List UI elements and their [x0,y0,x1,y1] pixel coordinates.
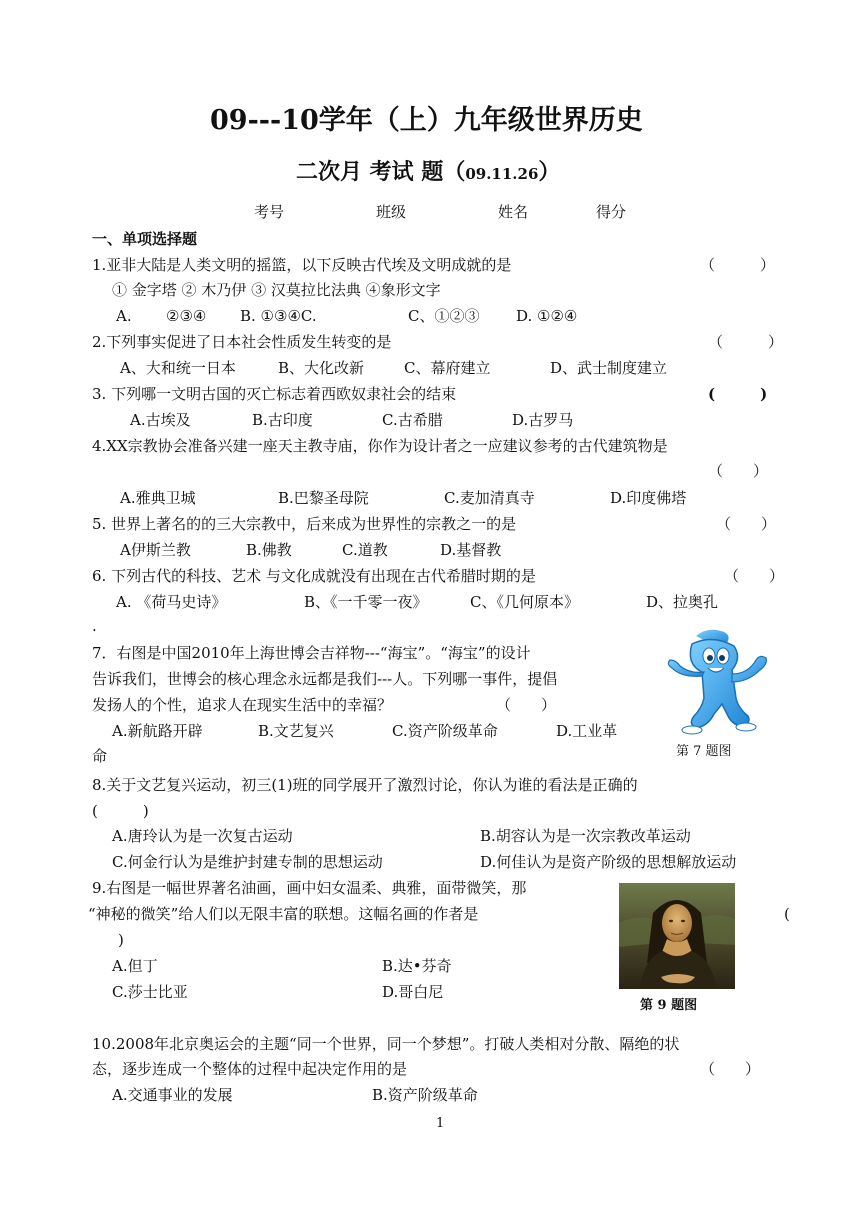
q4-stem: 4.XX宗教协会准备兴建一座天主教寺庙，你作为设计者之一应建议参考的古代建筑物是 [92,437,668,455]
q3-answer-paren: ( ) [708,385,768,403]
q4-answer-paren: （ ） [708,462,769,480]
q2-option: D、武士制度建立 [550,359,668,377]
q7-option-wrap: 命 [92,747,108,765]
haibao-mascot-image [652,624,780,738]
field-name: 姓名 [498,203,529,221]
q4-option: C.麦加清真寺 [444,489,535,507]
page-title: 09---10学年（上）九年级世界历史 [210,105,643,136]
q6-option: B、《一千零一夜》 [304,593,428,611]
section-heading: 一、单项选择题 [92,230,198,248]
q9-paren-close: ) [118,931,124,949]
subtitle-date: 09.11.26 [465,165,539,183]
q5-option: D.基督教 [440,541,502,559]
q7-stem-line: 发扬人的个性，追求人在现实生活中的幸福？ [92,696,393,714]
q1-option: ②③④ [166,307,207,325]
q3-option: A.古埃及 [130,411,191,429]
stray-dot: . [92,617,97,635]
q8-option: A.唐玲认为是一次复古运动 [112,827,293,845]
subtitle-end: ） [538,159,561,185]
q2-option: A、大和统一日本 [120,359,236,377]
q8-option: C.何金行认为是维护封建专制的思想运动 [112,853,383,871]
q5-option: C.道教 [342,541,388,559]
q10-stem-line: 10.2008年北京奥运会的主题“同一个世界，同一个梦想”。打破人类相对分散、隔绝的状 [92,1035,680,1053]
figure-9-caption: 第 9 题图 [640,998,698,1013]
q6-option: A. 《荷马史诗》 [116,593,227,611]
q5-option: A伊斯兰教 [120,541,191,559]
q1-option: B. ①③④C. [240,307,317,325]
q3-option: D.古罗马 [512,411,574,429]
q6-option: D、拉奥孔 [646,593,719,611]
q9-stem-line: 9.右图是一幅世界著名油画，画中妇女温柔、典雅，面带微笑，那 [92,879,527,897]
q6-option: C、《几何原本》 [470,593,579,611]
q8-answer-paren: ( ) [92,802,149,820]
q9-stem-line: “神秘的微笑”给人们以无限丰富的联想。这幅名画的作者是 [88,905,479,923]
figure-7-caption: 第 7 题图 [676,744,732,759]
q9-option: D.哥白尼 [382,983,444,1001]
q4-option: D.印度佛塔 [610,489,687,507]
q6-stem: 6. 下列古代的科技、艺术 与文化成就没有出现在古代希腊时期的是 [92,567,536,585]
exam-subtitle [296,158,560,188]
q2-option: C、幕府建立 [404,359,491,377]
q7-stem-line: 7．右图是中国2010年上海世博会吉祥物---“海宝”。“海宝”的设计 [92,644,531,662]
page-number: 1 [436,1116,445,1131]
q6-answer-paren: （ ） [724,567,785,585]
q7-option: A.新航路开辟 [112,722,203,740]
q3-option: C.古希腊 [382,411,443,429]
q1-option: A. [116,307,132,325]
q8-stem: 8.关于文艺复兴运动，初三(1)班的同学展开了激烈讨论，你认为谁的看法是正确的 [92,776,638,794]
q5-answer-paren: （ ） [716,515,777,533]
q1-answer-paren: （ ） [700,256,776,274]
q4-option: A.雅典卫城 [120,489,196,507]
q7-option: B.文艺复兴 [258,722,334,740]
q10-stem-line: 态，逐步连成一个整体的过程中起决定作用的是 [92,1060,408,1078]
q2-option: B、大化改新 [278,359,365,377]
q7-option: C.资产阶级革命 [392,722,498,740]
q10-option: B.资产阶级革命 [372,1086,478,1104]
subtitle-main: 二次月 考试 题（ [296,159,466,185]
q1-items: ① 金字塔 ② 木乃伊 ③ 汉莫拉比法典 ④象形文字 [112,281,441,299]
q9-option: A.但丁 [112,957,158,975]
q8-option: D.何佳认为是资产阶级的思想解放运动 [480,853,737,871]
q2-stem: 2.下列事实促进了日本社会性质发生转变的是 [92,333,392,351]
q9-option: C.莎士比亚 [112,983,188,1001]
q3-option: B.古印度 [252,411,313,429]
q5-option: B.佛教 [246,541,292,559]
q9-paren-open: ( [784,905,790,923]
field-score: 得分 [596,203,627,221]
q4-option: B.巴黎圣母院 [278,489,369,507]
q10-answer-paren: （ ） [700,1060,761,1078]
q7-stem-line: 告诉我们，世博会的核心理念永远都是我们---人。下列哪一事件，提倡 [92,670,558,688]
q7-answer-paren: （ ） [496,696,557,714]
q9-option: B.达•芬奇 [382,957,452,975]
q8-option: B.胡容认为是一次宗教改革运动 [480,827,691,845]
mona-lisa-painting-image [619,883,735,989]
q1-option: C、①②③ [408,307,480,325]
q2-answer-paren: （ ） [708,333,784,351]
field-class: 班级 [376,203,407,221]
q10-option: A.交通事业的发展 [112,1086,233,1104]
field-exam-number: 考号 [254,203,285,221]
q7-option: D.工业革 [556,722,618,740]
q1-stem: 1.亚非大陆是人类文明的摇篮，以下反映古代埃及文明成就的是 [92,256,512,274]
q5-stem: 5. 世界上著名的的三大宗教中，后来成为世界性的宗教之一的是 [92,515,517,533]
q3-stem: 3. 下列哪一文明古国的灭亡标志着西欧奴隶社会的结束 [92,385,457,403]
q1-option: D. ①②④ [516,307,578,325]
